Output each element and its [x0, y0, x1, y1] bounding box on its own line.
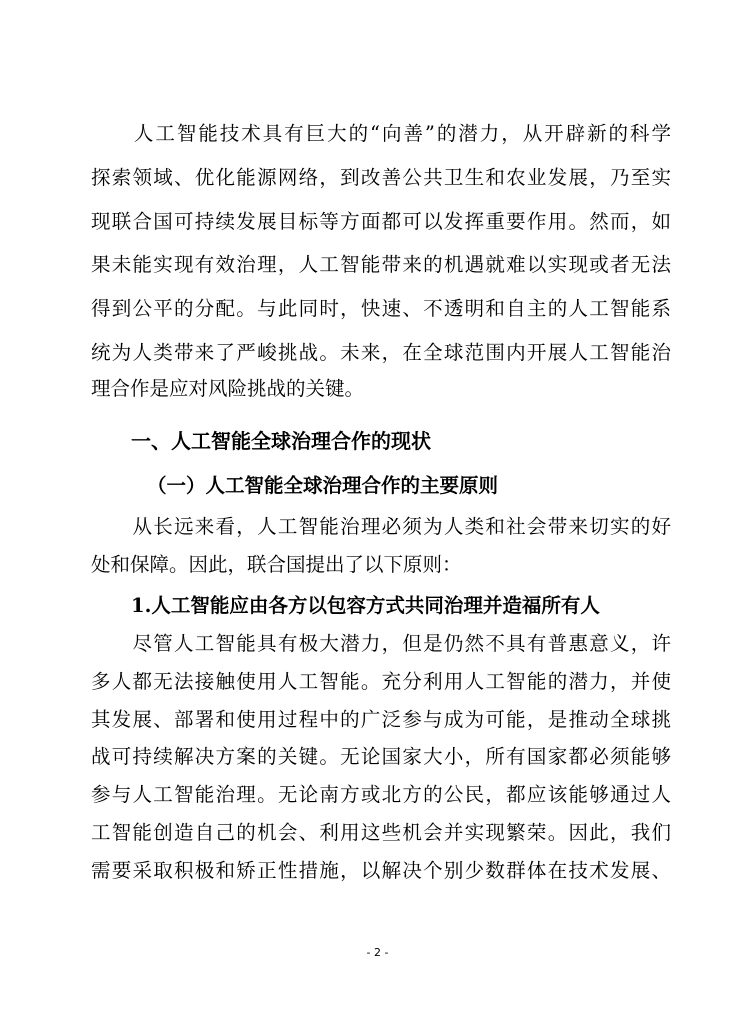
text-line: 其发展、部署和使用过程中的广泛参与成为可能，是推动全球挑: [91, 708, 671, 731]
text-line: 理合作是应对风险挑战的关键。: [91, 377, 365, 400]
text-line: 统为人类带来了严峻挑战。未来，在全球范围内开展人工智能治: [91, 341, 671, 364]
text-line: 果未能实现有效治理，人工智能带来的机遇就难以实现或者无法: [91, 253, 671, 276]
text-line: 需要采取积极和矫正性措施，以解决个别少数群体在技术发展、: [91, 859, 671, 882]
text-line: 从长远来看，人工智能治理必须为人类和社会带来切实的好: [91, 515, 671, 538]
text-line: 探索领域、优化能源网络，到改善公共卫生和农业发展，乃至实: [91, 166, 671, 189]
text-line: 战可持续解决方案的关键。无论国家大小，所有国家都必须能够: [91, 745, 671, 768]
text-line: 得到公平的分配。与此同时，快速、不透明和自主的人工智能系: [91, 297, 671, 320]
text-line: 尽管人工智能具有极大潜力，但是仍然不具有普惠意义，许: [91, 632, 671, 655]
text-line: 现联合国可持续发展目标等方面都可以发挥重要作用。然而，如: [91, 210, 671, 233]
subsection-heading: （一）人工智能全球治理合作的主要原则: [147, 474, 499, 497]
text-line: 参与人工智能治理。无论南方或北方的公民，都应该能够通过人: [91, 783, 671, 806]
section-heading: 一、人工智能全球治理合作的现状: [131, 429, 431, 453]
text-line: 人工智能技术具有巨大的“向善”的潜力，从开辟新的科学: [91, 122, 671, 145]
text-line: 处和保障。因此，联合国提出了以下原则：: [91, 553, 462, 576]
principle-heading: 1.人工智能应由各方以包容方式共同治理并造福所有人: [131, 594, 600, 617]
text-line: 工智能创造自己的机会、利用这些机会并实现繁荣。因此，我们: [91, 821, 671, 844]
text-line: 多人都无法接触使用人工智能。充分利用人工智能的潜力，并使: [91, 670, 671, 693]
page-number: - 2 -: [366, 946, 389, 959]
